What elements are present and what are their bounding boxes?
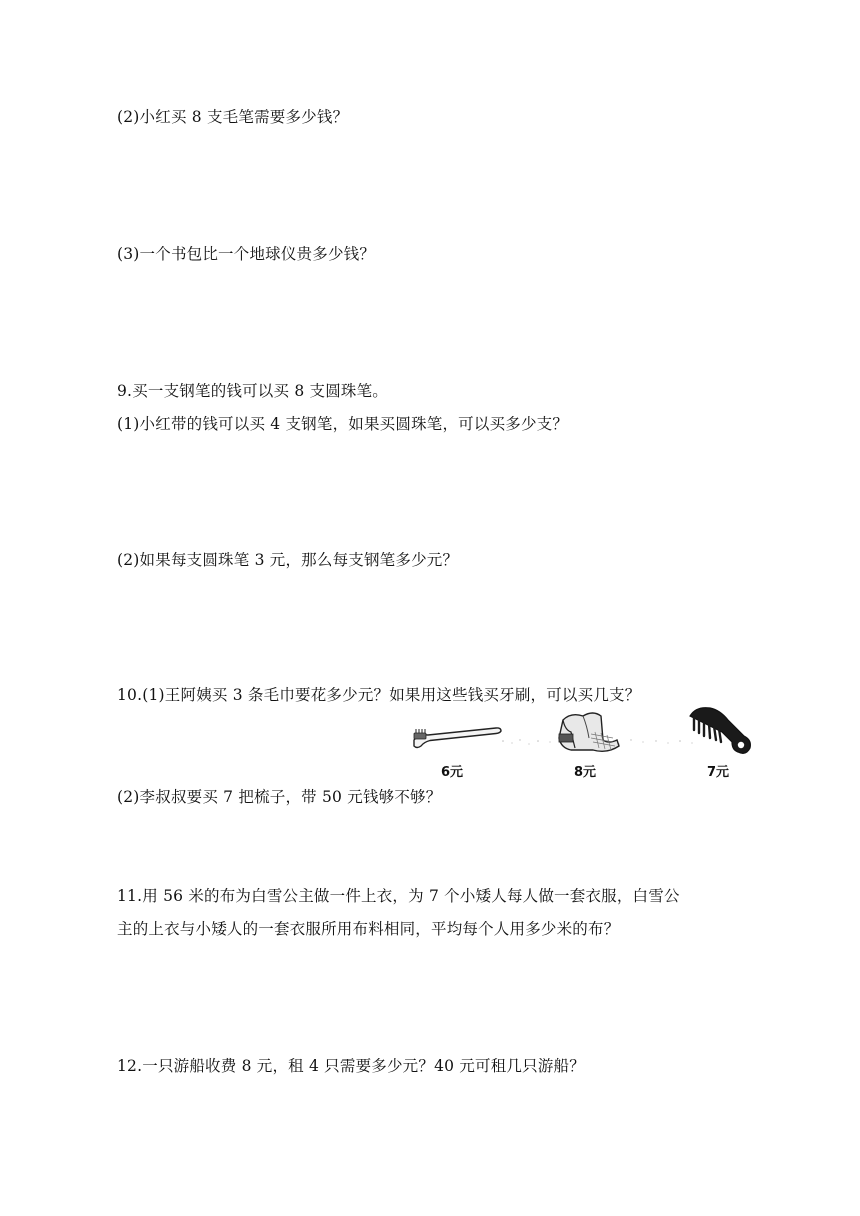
product-comb (686, 704, 796, 784)
question-9-2: (2)如果每支圆珠笔 3 元，那么每支钢笔多少元？ (117, 551, 459, 569)
toothbrush-icon (408, 704, 518, 754)
question-9: 9.买一支钢笔的钱可以买 8 支圆珠笔。 (117, 382, 389, 400)
price-label: 7元 (706, 765, 730, 780)
question-11-line-1: 11.用 56 米的布为白雪公主做一件上衣，为 7 个小矮人每人做一套衣服，白雪公 (117, 887, 680, 905)
product-towel (553, 704, 663, 784)
question-9-1: (1)小红带的钱可以买 4 支钢笔，如果买圆珠笔，可以买多少支？ (117, 415, 569, 433)
comb-icon (686, 704, 756, 764)
product-price-illustration (408, 704, 758, 784)
product-toothbrush (408, 704, 518, 784)
question-11-line-2: 主的上衣与小矮人的一套衣服所用布料相同，平均每个人用多少米的布？ (117, 920, 620, 938)
towel-icon (553, 704, 628, 754)
price-label: 6元 (440, 765, 464, 780)
question-8-2: (2)小红买 8 支毛笔需要多少钱？ (117, 108, 349, 126)
question-12: 12.一只游船收费 8 元，租 4 只需要多少元？40 元可租几只游船？ (117, 1057, 585, 1075)
question-8-3: (3)一个书包比一个地球仪贵多少钱？ (117, 245, 376, 263)
question-10-2: (2)李叔叔要买 7 把梳子，带 50 元钱够不够？ (117, 788, 442, 806)
price-label: 8元 (573, 765, 597, 780)
question-10-1: 10.(1)王阿姨买 3 条毛巾要花多少元？如果用这些钱买牙刷，可以买几支？ (117, 686, 641, 704)
